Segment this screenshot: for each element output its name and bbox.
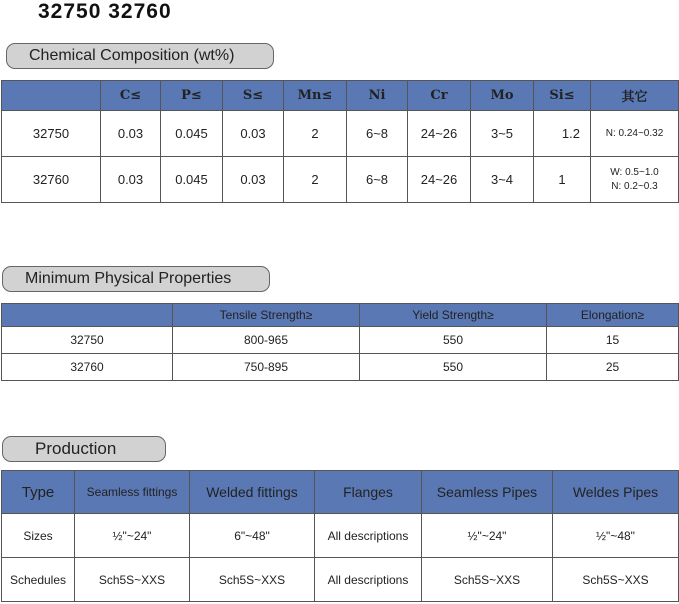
table-cell: 550: [360, 327, 547, 354]
column-header: Mo: [471, 81, 534, 111]
table-cell: 0.03: [223, 111, 284, 157]
column-header: Elongation≥: [547, 304, 679, 327]
table-cell: Sch5S~XXS: [190, 558, 315, 602]
other-elements-cell: [591, 157, 679, 203]
column-header: Seamless Pipes: [422, 471, 553, 514]
column-header: [2, 304, 173, 327]
table-cell: 550: [360, 354, 547, 381]
grade-cell: 32760: [2, 354, 173, 381]
column-header: Flanges: [315, 471, 422, 514]
table-cell: 0.045: [161, 111, 223, 157]
column-header: Weldes Pipes: [553, 471, 679, 514]
column-header: Type: [2, 471, 75, 514]
column-header: 其它: [591, 81, 679, 111]
table-cell: ½"~24": [422, 514, 553, 558]
table-cell: 0.03: [223, 157, 284, 203]
other-line: N: 0.24~0.32: [605, 127, 664, 139]
column-header: C≤: [101, 81, 161, 111]
table-cell: 24~26: [408, 111, 471, 157]
table-row: [2, 157, 679, 203]
physical-properties-table: [1, 303, 679, 381]
column-header: Mn≤: [284, 81, 347, 111]
table-header-row: [2, 471, 679, 514]
table-row: [2, 327, 679, 354]
table-cell: 750-895: [173, 354, 360, 381]
row-label: Schedules: [2, 558, 75, 602]
table-header-row: [2, 304, 679, 327]
column-header: Seamless fittings: [75, 471, 190, 514]
table-row: [2, 514, 679, 558]
column-header: [2, 81, 101, 111]
table-cell: Sch5S~XXS: [422, 558, 553, 602]
column-header: Tensile Strength≥: [173, 304, 360, 327]
table-cell: ½"~48": [553, 514, 679, 558]
other-elements-cell: [591, 111, 679, 157]
table-cell: 1.2: [534, 111, 591, 157]
chemical-composition-heading: Chemical Composition (wt%): [6, 43, 274, 69]
page-title: 32750 32760: [38, 0, 172, 23]
grade-cell: 32750: [2, 327, 173, 354]
column-header: Yield Strength≥: [360, 304, 547, 327]
table-cell: Sch5S~XXS: [75, 558, 190, 602]
table-cell: 2: [284, 111, 347, 157]
table-cell: 3~5: [471, 111, 534, 157]
table-cell: 2: [284, 157, 347, 203]
table-cell: All descriptions: [315, 514, 422, 558]
physical-properties-heading: Minimum Physical Properties: [2, 266, 270, 292]
table-cell: All descriptions: [315, 558, 422, 602]
column-header: S≤: [223, 81, 284, 111]
table-row: [2, 354, 679, 381]
table-cell: ½"~24": [75, 514, 190, 558]
table-cell: 1: [534, 157, 591, 203]
table-cell: 24~26: [408, 157, 471, 203]
other-line: W: 0.5~1.0: [610, 166, 659, 178]
table-cell: Sch5S~XXS: [553, 558, 679, 602]
column-header: Si≤: [534, 81, 591, 111]
table-cell: 0.03: [101, 111, 161, 157]
table-row: [2, 111, 679, 157]
row-label: Sizes: [2, 514, 75, 558]
table-cell: 6"~48": [190, 514, 315, 558]
other-line: N: 0.2~0.3: [611, 180, 658, 192]
column-header: P≤: [161, 81, 223, 111]
table-cell: 6~8: [347, 157, 408, 203]
chemical-composition-table: [1, 80, 679, 203]
column-header: Ni: [347, 81, 408, 111]
table-header-row: [2, 81, 679, 111]
table-cell: 25: [547, 354, 679, 381]
table-row: [2, 558, 679, 602]
grade-cell: 32750: [2, 111, 101, 157]
grade-cell: 32760: [2, 157, 101, 203]
table-cell: 15: [547, 327, 679, 354]
table-cell: 0.045: [161, 157, 223, 203]
production-heading: Production: [2, 436, 166, 462]
column-header: Cr: [408, 81, 471, 111]
column-header: Welded fittings: [190, 471, 315, 514]
table-cell: 800-965: [173, 327, 360, 354]
table-cell: 0.03: [101, 157, 161, 203]
production-table: [1, 470, 679, 602]
table-cell: 6~8: [347, 111, 408, 157]
table-cell: 3~4: [471, 157, 534, 203]
